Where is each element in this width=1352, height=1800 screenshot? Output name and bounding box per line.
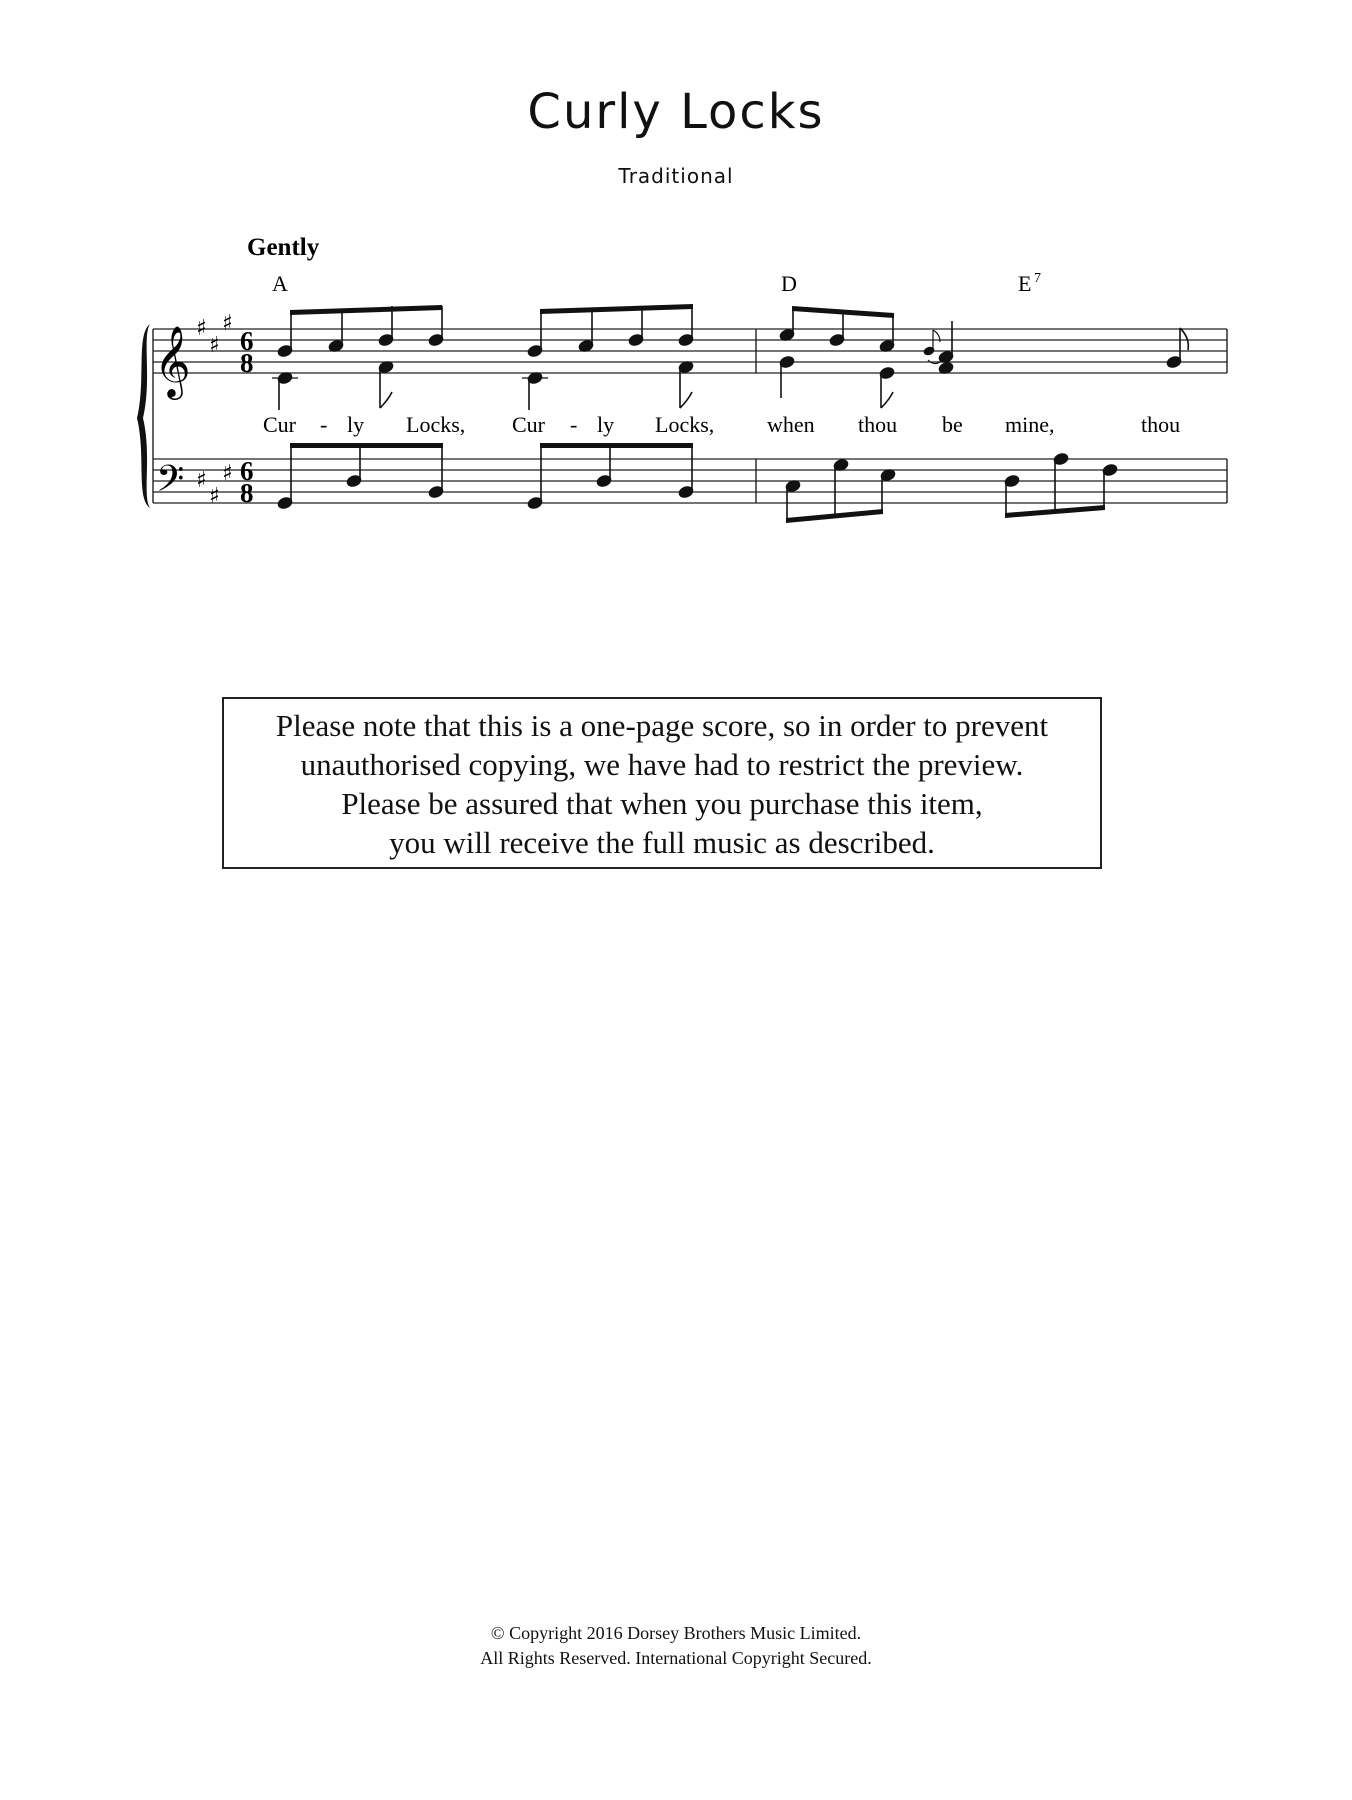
svg-text:6: 6 [240, 456, 254, 486]
svg-text:♯: ♯ [222, 461, 233, 486]
copyright-line: © Copyright 2016 Dorsey Brothers Music Limited. [490, 1623, 862, 1643]
bass-key-signature [196, 461, 233, 509]
treble-melody-measure-2 [779, 306, 1189, 369]
grand-staff-brace [137, 324, 150, 508]
lyrics-line [263, 412, 1180, 437]
lyric-syllable: thou [1141, 412, 1181, 437]
notice-line: unauthorised copying, we have had to restrict the preview. [300, 747, 1024, 782]
preview-notice-box [222, 697, 1102, 869]
lyric-syllable: Locks, [406, 412, 466, 437]
svg-text:♯: ♯ [196, 468, 207, 493]
svg-text:♯: ♯ [209, 333, 220, 358]
treble-alto-measure-2 [779, 355, 955, 408]
chord-symbol: A [272, 271, 288, 296]
svg-text:8: 8 [240, 478, 254, 508]
bass-staff [153, 459, 1227, 503]
lyric-hyphen: - [570, 412, 578, 437]
treble-melody-measure-1 [277, 304, 695, 358]
treble-clef-icon: 𝄞 [154, 324, 191, 397]
treble-alto-measure-1 [272, 360, 694, 410]
composer: Traditional [618, 164, 734, 188]
notice-line: Please note that this is a one-page score, so in order to prevent [275, 708, 1049, 743]
chord-superscript: 7 [1034, 271, 1041, 286]
music-score [0, 0, 1352, 560]
lyric-syllable: mine, [1005, 412, 1055, 437]
chord-symbol: E [1018, 271, 1032, 296]
copyright-footer [0, 1621, 1352, 1671]
score-title: Curly Locks [527, 84, 825, 140]
copyright-line: All Rights Reserved. International Copyright Secured. [480, 1648, 872, 1668]
svg-text:♯: ♯ [209, 484, 220, 509]
svg-text:♯: ♯ [196, 316, 207, 341]
chord-symbol: D [781, 271, 797, 296]
bass-measure-1 [277, 443, 695, 510]
lyric-syllable: when [767, 412, 815, 437]
lyric-hyphen: - [320, 412, 328, 437]
lyric-syllable: Locks, [655, 412, 715, 437]
lyric-syllable: be [942, 412, 963, 437]
lyric-syllable: thou [858, 412, 898, 437]
bass-clef-icon: 𝄢 [156, 458, 185, 509]
bass-time-signature [240, 456, 254, 508]
lyric-syllable: ly [597, 412, 615, 437]
treble-time-signature [240, 326, 254, 378]
svg-text:♯: ♯ [222, 311, 233, 336]
lyric-syllable: ly [347, 412, 365, 437]
svg-text:8: 8 [240, 348, 254, 378]
bass-measure-2 [785, 452, 1119, 523]
lyric-syllable: Cur [512, 412, 545, 437]
lyric-syllable: Cur [263, 412, 296, 437]
svg-text:6: 6 [240, 326, 254, 356]
notice-line: Please be assured that when you purchase this item, [341, 786, 983, 821]
tempo-marking: Gently [247, 234, 320, 261]
notice-line: you will receive the full music as described. [389, 825, 935, 860]
